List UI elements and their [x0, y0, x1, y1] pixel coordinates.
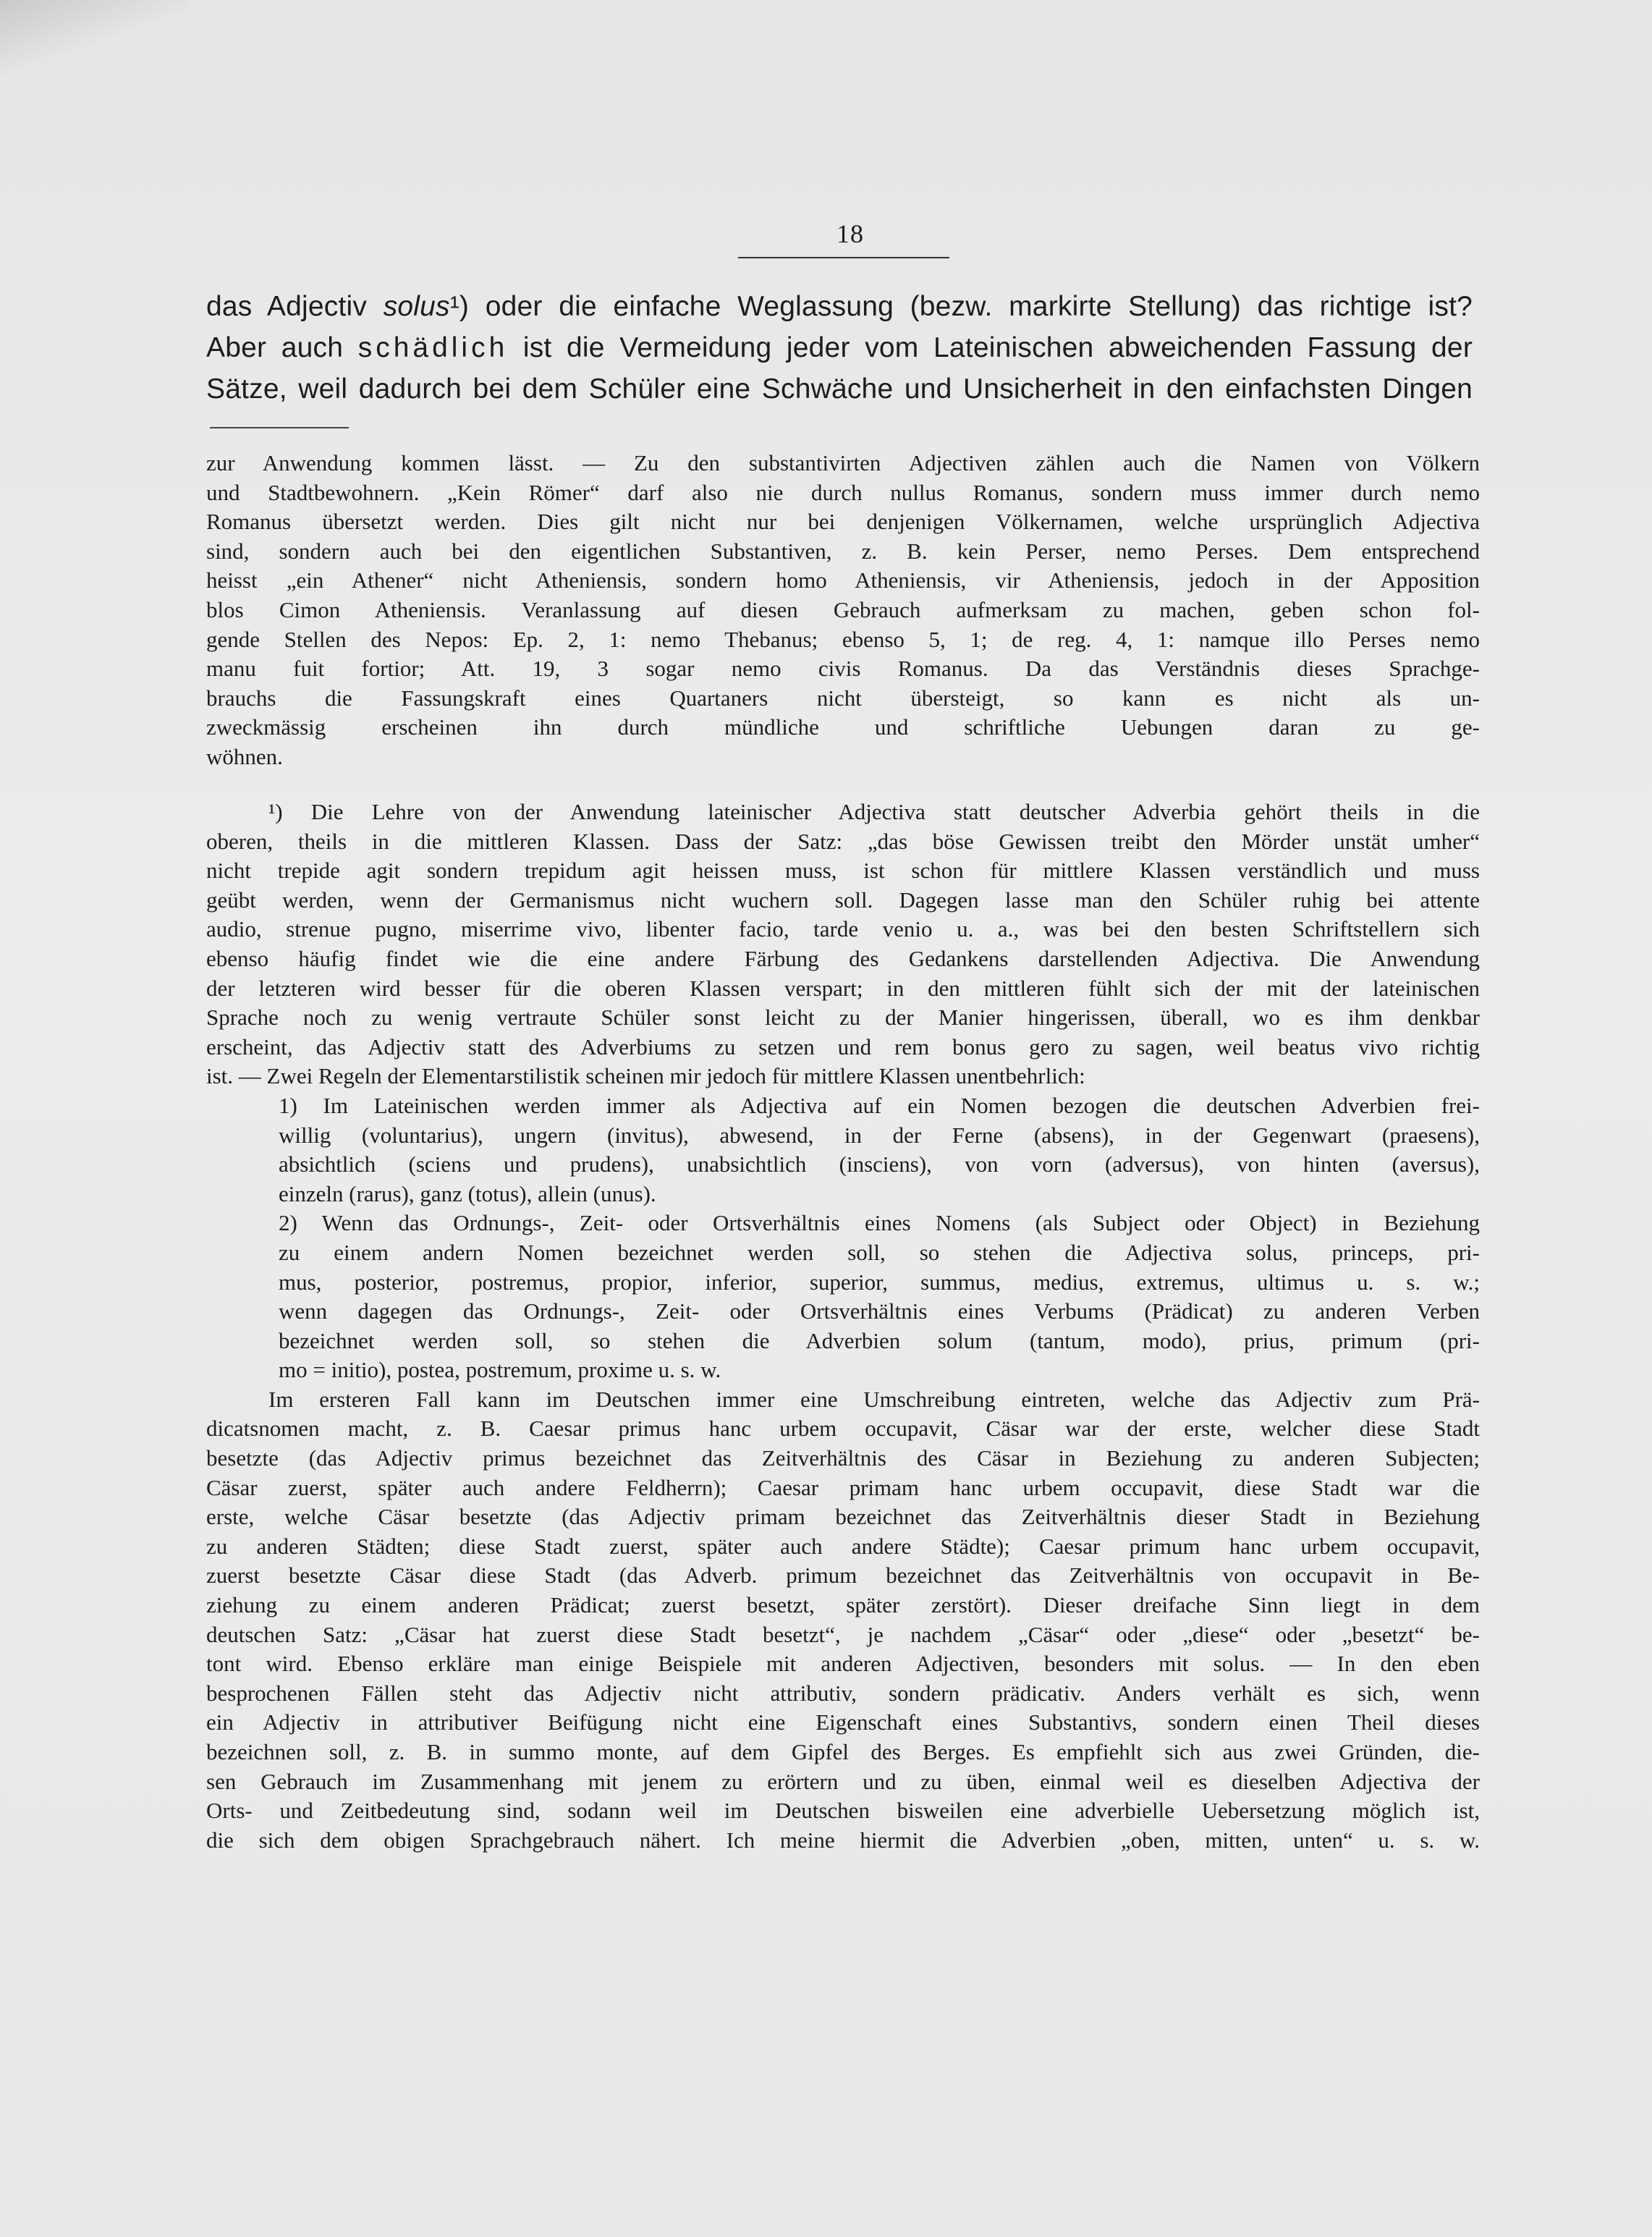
footnote-line: besprochenen Fällen steht das Adjectiv nicht attributiv, sondern prädicativ. Anders verhält es sich, wenn — [206, 1680, 1480, 1706]
footnote-line: Sprache noch zu wenig vertraute Schüler sonst leicht zu der Manier hingerissen, überall, wo es ihm denkbar — [206, 1005, 1480, 1031]
note-line: heisst „ein Athener“ nicht Atheniensis, sondern homo Atheniensis, vir Atheniensis, jedoch in der Apposition — [206, 567, 1480, 593]
rule-1-line: 1) Im Lateinischen werden immer als Adjectiva auf ein Nomen bezogen die deutschen Adverbien frei- — [279, 1092, 1480, 1118]
rule-2-line: 2) Wenn das Ordnungs-, Zeit- oder Ortsverhältnis eines Nomens (als Subject oder Object) in Beziehung — [279, 1210, 1480, 1236]
rule-1-line: einzeln (rarus), ganz (totus), allein (unus). — [279, 1180, 656, 1206]
footnote-line: Im ersteren Fall kann im Deutschen immer eine Umschreibung eintreten, welche das Adjectiv zum Prä- — [268, 1386, 1480, 1412]
footnote-line: ein Adjectiv in attributiver Beifügung nicht eine Eigenschaft eines Substantivs, sondern einen Theil dieses — [206, 1709, 1480, 1735]
note-line: manu fuit fortior; Att. 19, 3 sogar nemo civis Romanus. Da das Verständnis dieses Sprachge- — [206, 656, 1480, 682]
footnote-line: ¹) Die Lehre von der Anwendung lateinischer Adjectiva statt deutscher Adverbia gehört theils in die — [268, 799, 1480, 824]
footnote-line: nicht trepide agit sondern trepidum agit heissen muss, ist schon für mittlere Klassen verständlich und muss — [206, 858, 1480, 884]
footnote-line: deutschen Satz: „Cäsar hat zuerst diese Stadt besetzt“, je nachdem „Cäsar“ oder „diese“ oder „besetzt“ be- — [206, 1621, 1480, 1647]
footnote-line: besetzte (das Adjectiv primus bezeichnet das Zeitverhältnis des Cäsar in Beziehung zu anderen Subjecten; — [206, 1445, 1480, 1471]
rule-2-line: mus, posterior, postremus, propior, inferior, superior, summus, medius, extremus, ultimus u. s. w.; — [279, 1269, 1480, 1295]
footnote-line: zu anderen Städten; diese Stadt zuerst, später auch andere Städte); Caesar primum hanc urbem occupavit, — [206, 1533, 1480, 1559]
page-corner-shadow — [0, 0, 188, 80]
footnote-line: dicatsnomen macht, z. B. Caesar primus hanc urbem occupavit, Cäsar war der erste, welcher diese Stadt — [206, 1416, 1480, 1442]
rule-1-line: willig (voluntarius), ungern (invitus), abwesend, in der Ferne (absens), in der Gegenwart (praesens), — [279, 1122, 1480, 1148]
note-line: gende Stellen des Nepos: Ep. 2, 1: nemo Thebanus; ebenso 5, 1; de reg. 4, 1: namque illo Perses nemo — [206, 626, 1480, 652]
footnote-line: der letzteren wird besser für die oberen Klassen verspart; in den mittleren fühlt sich der mit der lateinischen — [206, 975, 1480, 1001]
footnote-line: Orts- und Zeitbedeutung sind, sodann weil im Deutschen bisweilen eine adverbielle Uebersetzung möglich ist, — [206, 1798, 1480, 1824]
footnote-line: bezeichnen soll, z. B. in summo monte, auf dem Gipfel des Berges. Es empfiehlt sich aus zwei Gründen, die- — [206, 1739, 1480, 1764]
footnote-line: erscheint, das Adjectiv statt des Adverbiums zu setzen und rem bonus gero zu sagen, weil beatus vivo richtig — [206, 1033, 1480, 1060]
note-line: sind, sondern auch bei den eigentlichen Substantiven, z. B. kein Perser, nemo Perses. Dem entsprechend — [206, 538, 1480, 564]
note-line: und Stadtbewohnern. „Kein Römer“ darf also nie durch nullus Romanus, sondern muss immer durch nemo — [206, 479, 1480, 505]
rule-2-line: bezeichnet werden soll, so stehen die Adverbien solum (tantum, modo), prius, primum (pri- — [279, 1327, 1480, 1353]
footnote-line: ist. — Zwei Regeln der Elementarstilistik scheinen mir jedoch für mittlere Klassen unentbehrlich: — [206, 1063, 1085, 1089]
note-line: zweckmässig erscheinen ihn durch mündliche und schriftliche Uebungen daran zu ge- — [206, 714, 1480, 740]
footnote-line: geübt werden, wenn der Germanismus nicht wuchern soll. Dagegen lasse man den Schüler ruhig bei attente — [206, 887, 1480, 913]
note-line: Romanus übersetzt werden. Dies gilt nicht nur bei denjenigen Völkernamen, welche ursprünglich Adjectiva — [206, 509, 1480, 535]
footnote-line: oberen, theils in die mittleren Klassen. Dass der Satz: „das böse Gewissen treibt den Mörder unstät umher“ — [206, 828, 1480, 854]
footnote-line: zuerst besetzte Cäsar diese Stadt (das Adverb. primum bezeichnet das Zeitverhältnis von occupavit in Be- — [206, 1562, 1480, 1589]
footnote-line: ebenso häufig findet wie die eine andere Färbung des Gedankens darstellenden Adjectiva. Die Anwendung — [206, 945, 1480, 971]
main-text-block — [206, 286, 1473, 410]
footnote-line: Cäsar zuerst, später auch andere Feldherrn); Caesar primam hanc urbem occupavit, diese Stadt war die — [206, 1474, 1480, 1500]
main-line: Sätze, weil dadurch bei dem Schüler eine Schwäche und Unsicherheit in den einfachsten Dingen — [206, 373, 1473, 405]
note-line: brauchs die Fassungskraft eines Quartaners nicht übersteigt, so kann es nicht als un- — [206, 685, 1480, 711]
page-number: 18 — [836, 219, 864, 248]
note-line: blos Cimon Atheniensis. Veranlassung auf diesen Gebrauch aufmerksam zu machen, geben schon fol- — [206, 596, 1480, 622]
rule-2-line: mo = initio), postea, postremum, proxime u. s. w. — [279, 1357, 721, 1383]
footnote-continuation — [206, 449, 1480, 772]
note-line: zur Anwendung kommen lässt. — Zu den substantivirten Adjectiven zählen auch die Namen von Völkern — [206, 450, 1480, 475]
footnote-separator-rule — [210, 427, 349, 428]
footnote-line: sen Gebrauch im Zusammenhang mit jenem zu erörtern und zu üben, einmal weil es dieselben Adjectiva der — [206, 1768, 1480, 1794]
rule-2-line: wenn dagegen das Ordnungs-, Zeit- oder Ortsverhältnis eines Verbums (Prädicat) zu anderen Verben — [279, 1298, 1480, 1324]
rule-2-line: zu einem andern Nomen bezeichnet werden soll, so stehen die Adjectiva solus, princeps, pri- — [279, 1239, 1480, 1265]
main-line: das Adjectiv solus¹) oder die einfache Weglassung (bezw. markirte Stellung) das richtige ist? — [206, 291, 1473, 322]
footnote-line: tont wird. Ebenso erkläre man einige Beispiele mit anderen Adjectiven, besonders mit solus. — In den eben — [206, 1651, 1480, 1677]
footnote-line: erste, welche Cäsar besetzte (das Adjectiv primam bezeichnet das Zeitverhältnis dieser Stadt in Beziehung — [206, 1504, 1480, 1530]
footnote-line: audio, strenue pugno, miserrime vivo, libenter facio, tarde venio u. a., was bei den besten Schriftstellern sich — [206, 916, 1480, 942]
rule-1-line: absichtlich (sciens und prudens), unabsichtlich (insciens), von vorn (adversus), von hinten (aversus), — [279, 1151, 1480, 1177]
footnote-line: die sich dem obigen Sprachgebrauch nähert. Ich meine hiermit die Adverbien „oben, mitten, unten“ u. s. w. — [206, 1827, 1480, 1853]
main-line: Aber auch schädlich ist die Vermeidung jeder vom Lateinischen abweichenden Fassung der — [206, 332, 1473, 363]
page-number-rule — [738, 257, 949, 258]
note-line: wöhnen. — [206, 743, 283, 769]
footnote-line: ziehung zu einem anderen Prädicat; zuerst besetzt, später zerstört). Dieser dreifache Sinn liegt in dem — [206, 1592, 1480, 1618]
footnote-1 — [206, 798, 1480, 1855]
